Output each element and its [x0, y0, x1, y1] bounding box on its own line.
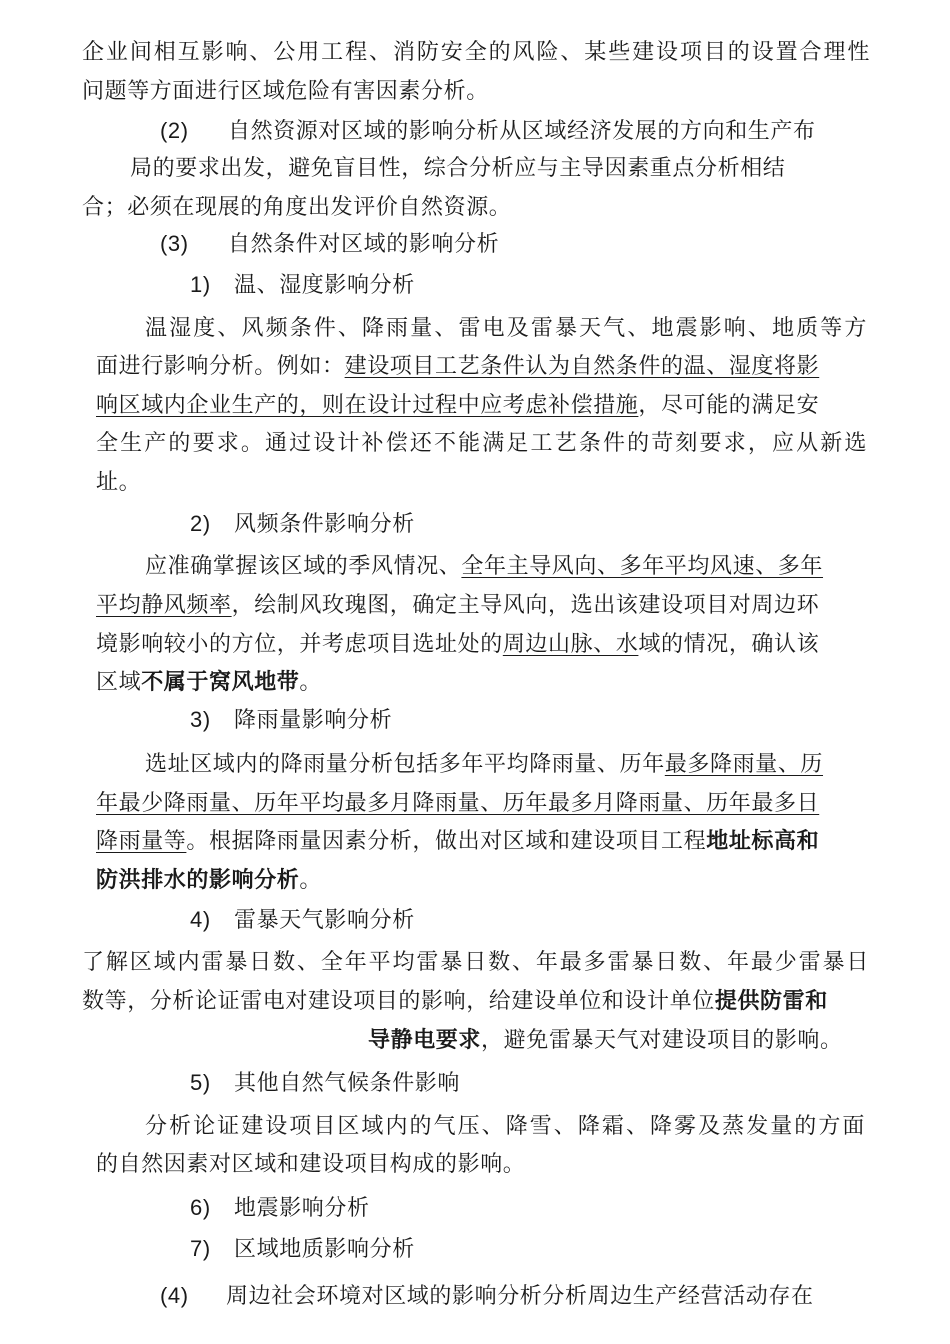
subsection-heading-6 — [190, 1193, 370, 1224]
text-span: 区域 — [96, 670, 142, 695]
underlined-text: 降雨量等 — [96, 829, 187, 854]
subsection-heading-text: 温、湿度影响分析 — [234, 273, 415, 298]
body-text-line — [96, 827, 819, 857]
bold-text: 防洪排水的影响分析 — [96, 868, 300, 893]
section-heading-text: 周边社会环境对区域的影响分析分析周边生产经营活动存在 — [226, 1284, 814, 1309]
underlined-text: 最多降雨量、历 — [664, 752, 824, 777]
text-span: 域的情况，确认该 — [638, 632, 820, 657]
subsection-number: 2) — [190, 511, 211, 536]
subsection-number: 5) — [190, 1070, 211, 1095]
body-text-line — [82, 987, 828, 1017]
body-text-line — [368, 1026, 843, 1056]
section-heading-3 — [160, 229, 499, 260]
bold-text: 不属于窝风地带 — [141, 670, 300, 695]
underlined-text: 响区域内企业生产的，则在设计过程中应考虑补偿措施 — [96, 393, 639, 418]
subsection-heading-text: 地震影响分析 — [234, 1196, 370, 1221]
body-text-line: 分析论证建设项目区域内的气压、降雪、降霜、降雾及蒸发量的方面 — [145, 1114, 865, 1139]
body-text-line: 合；必须在现展的角度出发评价自然资源。 — [82, 195, 512, 220]
subsection-heading-3 — [190, 705, 392, 736]
text-span: 应准确掌握该区域的季风情况、 — [145, 554, 462, 579]
body-text-line: 企业间相互影响、公用工程、消防安全的风险、某些建设项目的设置合理性 — [82, 40, 870, 65]
subsection-heading-7 — [190, 1234, 415, 1265]
text-span: 。根据降雨量因素分析，做出对区域和建设项目工程 — [186, 829, 707, 854]
text-span: 选址区域内的降雨量分析包括多年平均降雨量、历年 — [145, 752, 665, 777]
bold-text: 提供防雷和 — [714, 989, 828, 1014]
text-span: 。 — [299, 868, 323, 893]
section-heading-text: 自然资源对区域的影响分析从区域经济发展的方向和生产布 — [228, 119, 816, 144]
body-text-line: 局的要求出发，避免盲目性，综合分析应与主导因素重点分析相结 — [130, 156, 786, 181]
underlined-text: 平均静风频率 — [96, 593, 232, 618]
subsection-number: 4) — [190, 907, 211, 932]
body-text-line — [96, 352, 819, 382]
body-text-line: 了解区域内雷暴日数、全年平均雷暴日数、年最多雷暴日数、年最少雷暴日 — [82, 950, 869, 975]
underlined-text: 周边山脉、水 — [502, 632, 639, 657]
text-span: 境影响较小的方位，并考虑项目选址处的 — [96, 632, 503, 657]
body-text-line — [96, 630, 819, 660]
section-heading-text: 自然条件对区域的影响分析 — [228, 232, 500, 257]
section-heading-4 — [160, 1281, 814, 1312]
body-text-line — [96, 866, 322, 896]
body-text-line: 址。 — [96, 470, 142, 495]
text-span: ，尽可能的满足安 — [638, 393, 820, 418]
underlined-text: 全年主导风向、多年平均风速、多年 — [461, 554, 824, 579]
text-span: 面进行影响分析。例如： — [96, 354, 345, 379]
text-span: ，避免雷暴天气对建设项目的影响。 — [481, 1028, 843, 1053]
subsection-number: 7) — [190, 1236, 211, 1261]
subsection-number: 6) — [190, 1195, 211, 1220]
subsection-heading-2 — [190, 509, 415, 540]
body-text-line — [96, 668, 322, 698]
body-text-line — [96, 391, 819, 421]
subsection-heading-text: 其他自然气候条件影响 — [234, 1071, 461, 1096]
underlined-text: 年最少降雨量、历年平均最多月降雨量、历年最多月降雨量、历年最多日 — [96, 791, 820, 816]
body-text-line — [145, 750, 823, 780]
text-span: 。 — [299, 670, 323, 695]
body-text-line — [145, 552, 823, 582]
bold-text: 导静电要求 — [368, 1028, 482, 1053]
body-text-line — [96, 789, 819, 819]
subsection-heading-text: 雷暴天气影响分析 — [234, 908, 415, 933]
body-text-line: 温湿度、风频条件、降雨量、雷电及雷暴天气、地震影响、地质等方 — [145, 316, 867, 341]
subsection-heading-1 — [190, 270, 415, 301]
section-number: (4) — [160, 1283, 189, 1308]
subsection-heading-text: 降雨量影响分析 — [234, 708, 393, 733]
subsection-heading-4 — [190, 905, 415, 936]
underlined-text: 建设项目工艺条件认为自然条件的温、湿度将影 — [344, 354, 820, 379]
body-text-line: 问题等方面进行区域危险有害因素分析。 — [82, 79, 489, 104]
section-number: (2) — [160, 118, 189, 143]
subsection-heading-text: 风频条件影响分析 — [234, 512, 415, 537]
subsection-heading-text: 区域地质影响分析 — [234, 1237, 415, 1262]
subsection-number: 3) — [190, 707, 211, 732]
bold-text: 地址标高和 — [706, 829, 820, 854]
subsection-number: 1) — [190, 272, 211, 297]
section-number: (3) — [160, 231, 189, 256]
body-text-line: 全生产的要求。通过设计补偿还不能满足工艺条件的苛刻要求，应从新选 — [96, 431, 867, 456]
text-span: 数等，分析论证雷电对建设项目的影响，给建设单位和设计单位 — [82, 989, 715, 1014]
body-text-line — [96, 591, 819, 621]
section-heading-2 — [160, 116, 816, 147]
body-text-line: 的自然因素对区域和建设项目构成的影响。 — [96, 1152, 526, 1177]
text-span: ，绘制风玫瑰图，确定主导风向，选出该建设项目对周边环 — [231, 593, 820, 618]
subsection-heading-5 — [190, 1068, 460, 1099]
